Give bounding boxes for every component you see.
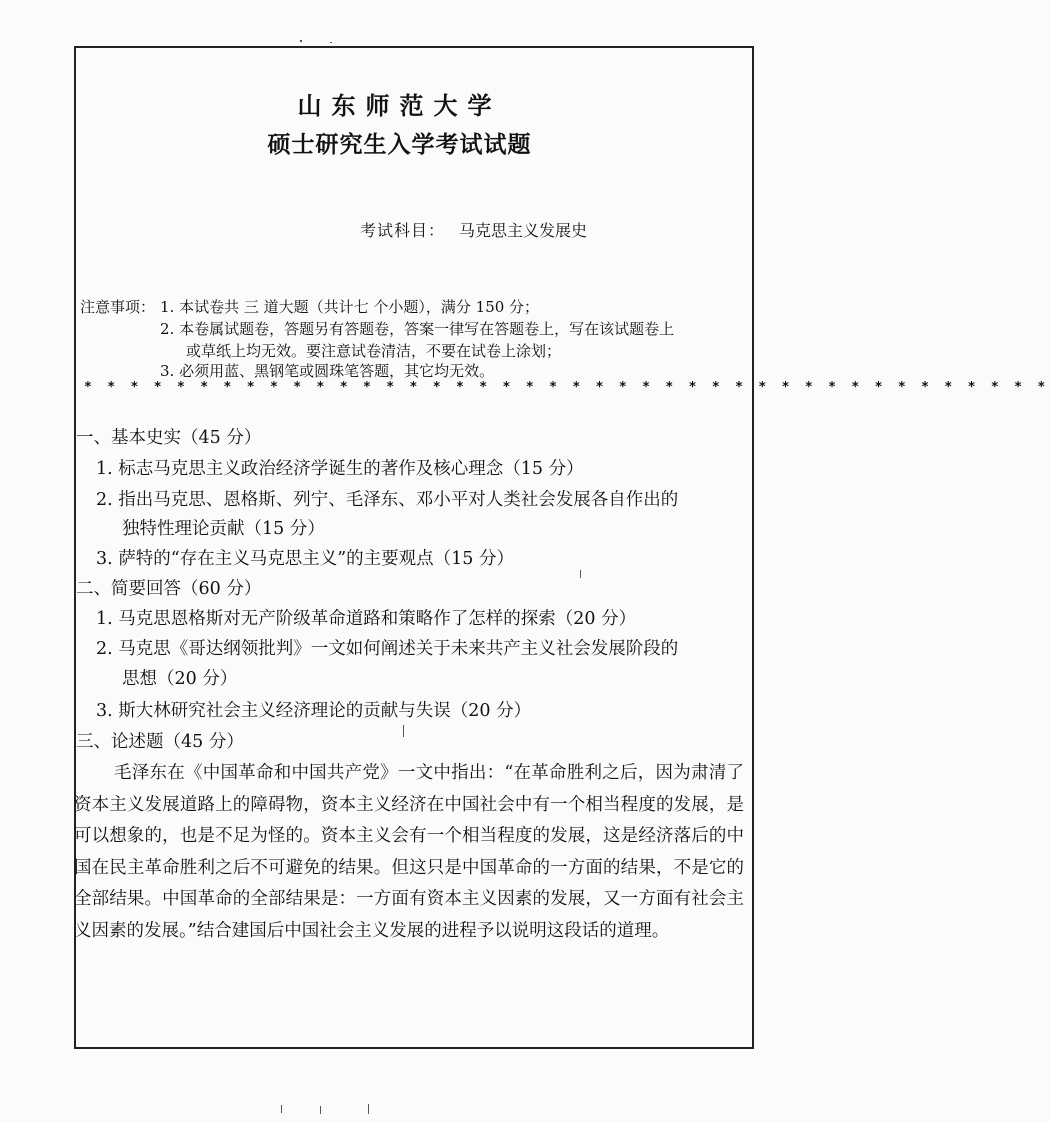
scan-speck — [320, 1106, 321, 1114]
question-2-2-cont: 思想（20 分） — [122, 669, 238, 689]
question-1-3: 3. 萨特的“存在主义马克思主义”的主要观点（15 分） — [96, 549, 514, 569]
notice-lead: 注意事项： — [80, 298, 156, 316]
scan-speck — [403, 725, 404, 737]
exam-subject — [360, 218, 587, 241]
question-2-1: 1. 马克思恩格斯对无产阶级革命道路和策略作了怎样的探索（20 分） — [96, 609, 637, 629]
page-border-right — [752, 46, 754, 1049]
question-2-3: 3. 斯大林研究社会主义经济理论的贡献与失误（20 分） — [96, 701, 532, 721]
notice-item-3: 3. 必须用蓝、黑钢笔或圆珠笔答题，其它均无效。 — [160, 362, 495, 380]
university-name: 山东师范大学 — [297, 91, 502, 120]
question-1-1: 1. 标志马克思主义政治经济学诞生的著作及核心理念（15 分） — [96, 459, 584, 479]
notice-item-2-cont: 或草纸上均无效。要注意试卷清洁，不要在试卷上涂划； — [186, 342, 562, 360]
scan-speck — [281, 1105, 282, 1113]
subject-label: 考试科目： — [360, 221, 446, 240]
essay-paragraph: 毛泽东在《中国革命和中国共产党》一文中指出：“在革命胜利之后，因为肃清了资本主义发展道路上的障碍物，资本主义经济在中国社会中有一个相当程度的发展，是可以想象的，也是不足为怪的。资本主义会有一个相当程度的发展，这是经济落后的中国在民主革命胜利之后不可避免的结果。但这只是中国革命的一方面的结果，不是它的全部结果。中国革命的全部结果是：一方面有资本主义因素的发展，又一方面有社会主义因素的发展。”结合建国后中国社会主义发展的进程予以说明这段话的道理。 — [74, 763, 744, 941]
question-1-2: 2. 指出马克思、恩格斯、列宁、毛泽东、邓小平对人类社会发展各自作出的 — [96, 490, 679, 510]
question-2-2: 2. 马克思《哥达纲领批判》一文如何阐述关于未来共产主义社会发展阶段的 — [96, 639, 679, 659]
scan-speck — [300, 40, 302, 42]
section-heading-3: 三、论述题（45 分） — [76, 732, 244, 752]
exam-title: 硕士研究生入学考试试题 — [267, 131, 532, 158]
scan-speck — [330, 42, 332, 43]
star-divider: * * * * * * * * * * * * * * * * * * * * * * * * * * * * * * * * * * * * * * * * * * — [84, 380, 1049, 395]
section-heading-1: 一、基本史实（45 分） — [76, 428, 262, 448]
section-heading-2: 二、简要回答（60 分） — [76, 579, 262, 599]
subject-value: 马克思主义发展史 — [459, 221, 588, 240]
notice-item-2: 2. 本卷属试题卷，答题另有答题卷，答案一律写在答题卷上，写在该试题卷上 — [160, 320, 675, 338]
notice-item-1: 1. 本试卷共 三 道大题（共计七 个小题），满分 150 分； — [160, 298, 540, 316]
scan-speck — [580, 570, 581, 578]
scan-speck — [368, 1104, 369, 1114]
question-1-2-cont: 独特性理论贡献（15 分） — [122, 519, 325, 539]
